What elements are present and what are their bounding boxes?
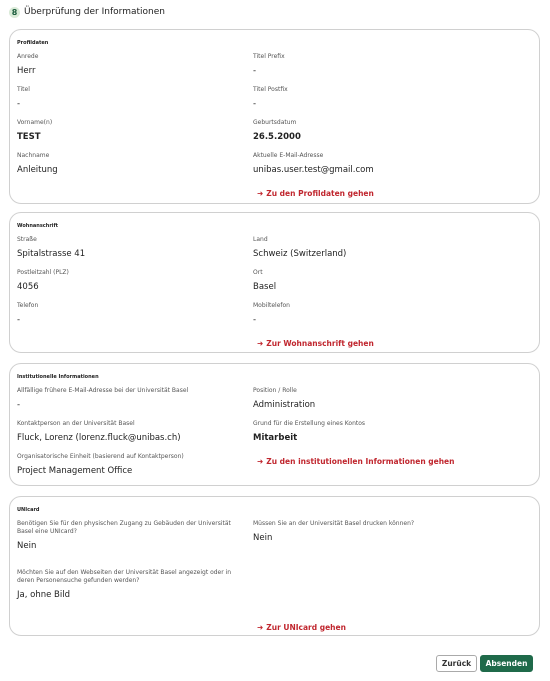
field-label: Allfällige frühere E-Mail-Adresse bei der Universität Basel xyxy=(17,387,189,394)
field-value: - xyxy=(253,99,257,109)
mobile-field xyxy=(253,302,290,326)
institutional-info-card xyxy=(9,363,540,486)
field-label: Nachname xyxy=(17,152,50,159)
org-unit-field xyxy=(17,453,184,477)
field-value: Mitarbeit xyxy=(253,433,298,443)
first-name-field xyxy=(17,119,52,143)
unicard-card xyxy=(9,496,540,636)
field-label: Müssen Sie an der Universität Basel drucken können? xyxy=(253,520,415,527)
former-email-field xyxy=(17,387,188,411)
field-value: Ja, ohne Bild xyxy=(17,590,70,600)
birthdate-field xyxy=(253,119,301,143)
field-value: - xyxy=(17,400,21,410)
field-value: Administration xyxy=(253,400,316,410)
field-value: 26.5.2000 xyxy=(253,132,301,142)
field-value: unibas.user.test@gmail.com xyxy=(253,165,374,175)
link-label: Zur Wohnanschrift gehen xyxy=(266,339,374,348)
website-listing-field xyxy=(17,569,242,601)
field-value: - xyxy=(253,315,257,325)
card-title: Profildaten xyxy=(17,40,49,46)
field-value: - xyxy=(17,99,21,109)
postal-code-field xyxy=(17,269,69,293)
field-label: Kontaktperson an der Universität Basel xyxy=(17,420,135,427)
field-label: Ort xyxy=(253,269,263,276)
field-label: Vorname(n) xyxy=(17,119,53,126)
field-label: Mobiltelefon xyxy=(253,302,290,309)
field-value: Fluck, Lorenz (lorenz.fluck@unibas.ch) xyxy=(17,433,181,443)
field-label: Grund für die Erstellung eines Kontos xyxy=(253,420,366,427)
city-field xyxy=(253,269,276,293)
field-label: Aktuelle E-Mail-Adresse xyxy=(253,152,324,159)
building-access-field xyxy=(17,520,242,552)
card-title: Institutionelle Informationen xyxy=(17,374,99,380)
step-number-badge: 8 xyxy=(9,7,20,18)
title-postfix-field xyxy=(253,86,288,110)
field-value: Nein xyxy=(17,541,37,551)
field-label: Geburtsdatum xyxy=(253,119,297,126)
field-label: Möchten Sie auf den Webseiten der Universität Basel angezeigt oder in deren Personensuche gefunden werden? xyxy=(17,569,232,584)
field-value: TEST xyxy=(17,132,41,142)
title-prefix-field xyxy=(253,53,285,77)
go-to-institutional-link[interactable] xyxy=(257,457,455,466)
card-title: UNIcard xyxy=(17,507,40,513)
field-value: - xyxy=(253,66,257,76)
field-value: Spitalstrasse 41 xyxy=(17,249,86,259)
card-title: Wohnanschrift xyxy=(17,223,59,229)
salutation-field xyxy=(17,53,38,77)
field-label: Position / Rolle xyxy=(253,387,297,394)
field-value: Nein xyxy=(253,533,273,543)
street-field xyxy=(17,236,85,260)
submit-button[interactable]: Absenden xyxy=(480,655,533,672)
field-label: Titel Prefix xyxy=(253,53,285,60)
field-value: 4056 xyxy=(17,282,39,292)
title-field xyxy=(17,86,30,110)
phone-field xyxy=(17,302,38,326)
address-card xyxy=(9,212,540,353)
profile-data-card xyxy=(9,29,540,204)
field-value: Basel xyxy=(253,282,277,292)
field-label: Telefon xyxy=(17,302,39,309)
field-value: Anleitung xyxy=(17,165,58,175)
field-label: Postleitzahl (PLZ) xyxy=(17,269,69,276)
page-title: Überprüfung der Informationen xyxy=(24,7,165,17)
field-value: Herr xyxy=(17,66,36,76)
field-value: - xyxy=(17,315,21,325)
field-label: Anrede xyxy=(17,53,39,60)
go-to-unicard-link[interactable] xyxy=(257,623,346,632)
arrow-right-icon: ➜ xyxy=(257,457,264,466)
go-to-address-link[interactable] xyxy=(257,339,374,348)
link-label: Zu den institutionellen Informationen gehen xyxy=(266,457,455,466)
back-button[interactable]: Zurück xyxy=(436,655,477,672)
field-label: Titel Postfix xyxy=(253,86,288,93)
position-field xyxy=(253,387,315,411)
last-name-field xyxy=(17,152,58,176)
printing-field xyxy=(253,520,493,544)
email-field xyxy=(253,152,374,176)
arrow-right-icon: ➜ xyxy=(257,623,264,632)
field-label: Benötigen Sie für den physischen Zugang zu Gebäuden der Universität Basel eine UNIcard? xyxy=(17,520,231,535)
field-label: Titel xyxy=(17,86,30,93)
field-label: Straße xyxy=(17,236,37,243)
contact-person-field xyxy=(17,420,181,444)
country-field xyxy=(253,236,346,260)
field-label: Organisatorische Einheit (basierend auf Kontaktperson) xyxy=(17,453,184,460)
reason-field xyxy=(253,420,365,444)
arrow-right-icon: ➜ xyxy=(257,339,264,348)
step-header xyxy=(9,5,165,19)
link-label: Zur UNIcard gehen xyxy=(266,623,346,632)
link-label: Zu den Profildaten gehen xyxy=(266,189,374,198)
field-value: Project Management Office xyxy=(17,466,133,476)
arrow-right-icon: ➜ xyxy=(257,189,264,198)
go-to-profile-link[interactable] xyxy=(257,189,374,198)
field-value: Schweiz (Switzerland) xyxy=(253,249,347,259)
field-label: Land xyxy=(253,236,268,243)
